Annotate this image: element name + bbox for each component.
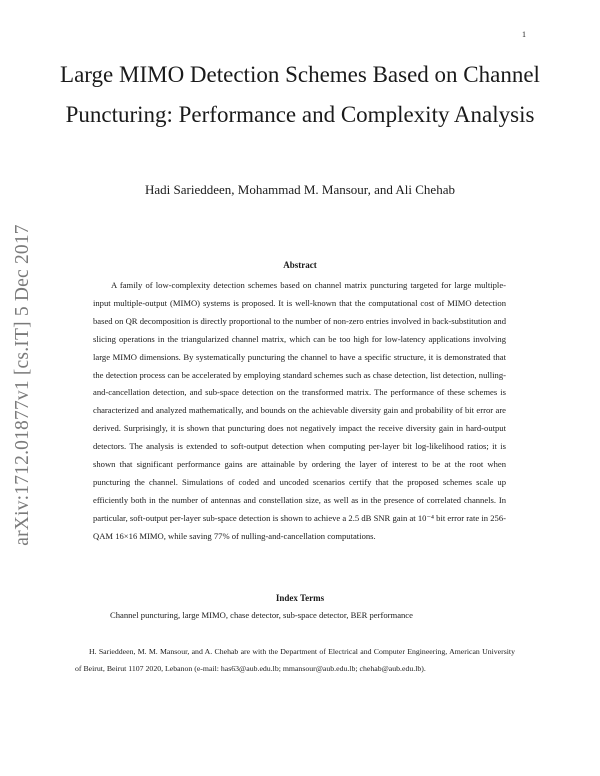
paper-title: Large MIMO Detection Schemes Based on Channel Puncturing: Performance and Complexity Analysis (60, 62, 540, 127)
abstract-heading: Abstract (283, 260, 317, 270)
abstract-body: A family of low-complexity detection schemes based on channel matrix puncturing targeted for large multiple-input multiple-output (MIMO) systems is proposed. It is well-known that the computational cost of MIMO detection based on QR decomposition is directly proportional to the number of non-zero entries involved in back-substitution and slicing operations in the triangularized channel matrix, which can be too high for low-latency applications involving large MIMO dimensions. By systematically puncturing the channel to have a specific structure, it is demonstrated that the detection process can be accelerated by employing standard schemes such as chase detection, list detection, nulling-and-cancellation detection, and sub-space detection on the transformed matrix. The performance of these schemes is characterized and analyzed mathematically, and bounds on the achievable diversity gain and probability of bit error are derived. Surprisingly, it is shown that puncturing does not negatively impact the receive diversity gain in hard-output detectors. The analysis is extended to soft-output detection when computing per-layer bit log-likelihood ratios; it is shown that significant performance gains are attainable by ordering the layer of interest to be at the root when puncturing the channel. Simulations of coded and uncoded scenarios certify that the proposed schemes scale up efficiently both in the number of antennas and constellation size, as well as in the presence of correlated channels. In particular, soft-output per-layer sub-space detection is shown to achieve a 2.5 dB SNR gain at 10⁻⁴ bit error rate in 256-QAM 16×16 MIMO, while saving 77% of nulling-and-cancellation computations. (93, 280, 506, 541)
author-affiliation-footnote: H. Sarieddeen, M. M. Mansour, and A. Chehab are with the Department of Electrical and Computer Engineering, American University of Beirut, Beirut 1107 2020, Lebanon (e-mail: has63@aub.edu.lb; mmansour@aub.edu.lb; chehab@aub.edu.lb). (75, 647, 515, 673)
index-terms-heading: Index Terms (275, 593, 325, 603)
index-terms-body: Channel puncturing, large MIMO, chase detector, sub-space detector, BER performance (110, 610, 413, 620)
page-number: 1 (522, 30, 526, 39)
arxiv-stamp-text: arXiv:1712.01877v1 [cs.IT] 5 Dec 2017 (12, 224, 33, 546)
author-list: Hadi Sarieddeen, Mohammad M. Mansour, and Ali Chehab (145, 182, 455, 197)
